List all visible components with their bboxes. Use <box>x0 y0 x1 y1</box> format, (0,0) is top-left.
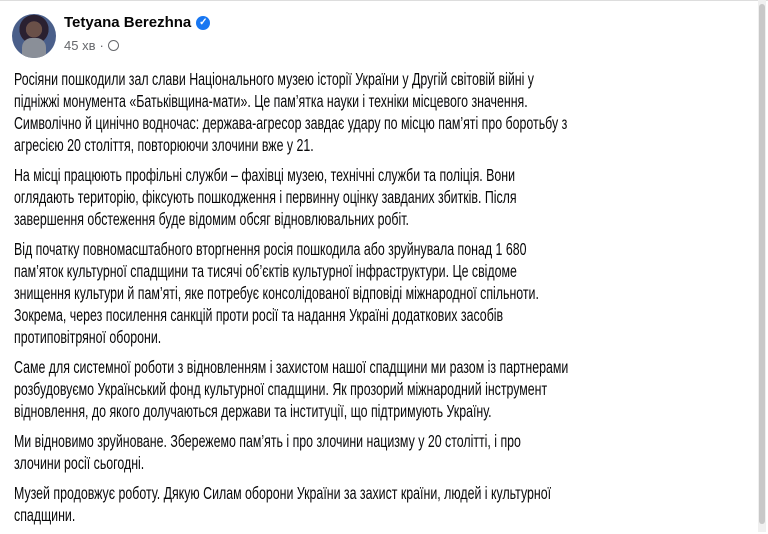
scrollbar-thumb[interactable] <box>759 4 765 524</box>
author-name-link[interactable] <box>64 14 210 31</box>
text-line: пам’яток культурної спадщини та тисячі об’єктів культурної інфраструктури. Це свідоме <box>14 261 517 281</box>
avatar[interactable] <box>12 14 56 58</box>
text-line: завершення обстеження буде відомим обсяг відновлювальних робіт. <box>14 209 409 229</box>
post-meta <box>64 38 119 53</box>
text-line: Ми відновимо зруйноване. Збережемо пам’ять і про злочини нацизму у 20 столітті, і про <box>14 431 521 451</box>
text-line: Символічно й цинічно водночас: держава-агресор завдає удару по місцю пам’яті про боротьбу з <box>14 113 568 133</box>
post-paragraph <box>14 68 734 156</box>
text-line: розбудовуємо Український фонд культурної спадщини. Як прозорий міжнародний інструмент <box>14 379 548 399</box>
text-line: Саме для системної роботи з відновленням і захистом нашої спадщини ми разом із партнерами <box>14 357 569 377</box>
text-line: злочини росії сьогодні. <box>14 453 145 473</box>
post-time-link[interactable]: 45 хв <box>64 38 96 53</box>
post-paragraph <box>14 356 734 422</box>
globe-icon[interactable] <box>108 40 119 51</box>
text-line: Музей продовжує роботу. Дякую Силам оборони України за захист країни, людей і культурної <box>14 483 552 503</box>
text-line: оглядають територію, фіксують пошкодження і первинну оцінку завданих збитків. Після <box>14 187 517 207</box>
text-line: Зокрема, через посилення санкцій проти росії та надання Україні додаткових засобів <box>14 305 504 325</box>
text-line: відновлення, до якого долучаються держави та інституції, що підтримують Україну. <box>14 401 492 421</box>
text-line: На місці працюють профільні служби – фахівці музею, технічні служби та поліція. Вони <box>14 165 516 185</box>
post-paragraph <box>14 164 734 230</box>
post-paragraph <box>14 430 734 474</box>
text-line: Росіяни пошкодили зал слави Національного музею історії України у Другій світовій війні у <box>14 69 534 89</box>
text-line: знищення культури й пам’яті, яке потребує консолідованої відповіді міжнародної спільноти. <box>14 283 539 303</box>
post-text <box>14 68 734 534</box>
separator: · <box>99 38 104 53</box>
author-name[interactable]: Tetyana Berezhna <box>64 14 192 31</box>
post-paragraph <box>14 482 734 526</box>
text-line: Від початку повномасштабного вторгнення росія пошкодила або зруйнувала понад 1 680 <box>14 239 527 259</box>
text-line: спадщини. <box>14 505 76 525</box>
verified-badge-icon: ✓ <box>196 16 210 30</box>
divider <box>0 0 768 1</box>
text-line: підніжжі монумента «Батьківщина-мати». Це пам’ятка науки і техніки місцевого значення. <box>14 91 528 111</box>
text-line: протиповітряної оборони. <box>14 327 162 347</box>
text-line: агресією 20 століття, повторюючи злочини вже у 21. <box>14 135 314 155</box>
post-paragraph <box>14 238 734 348</box>
